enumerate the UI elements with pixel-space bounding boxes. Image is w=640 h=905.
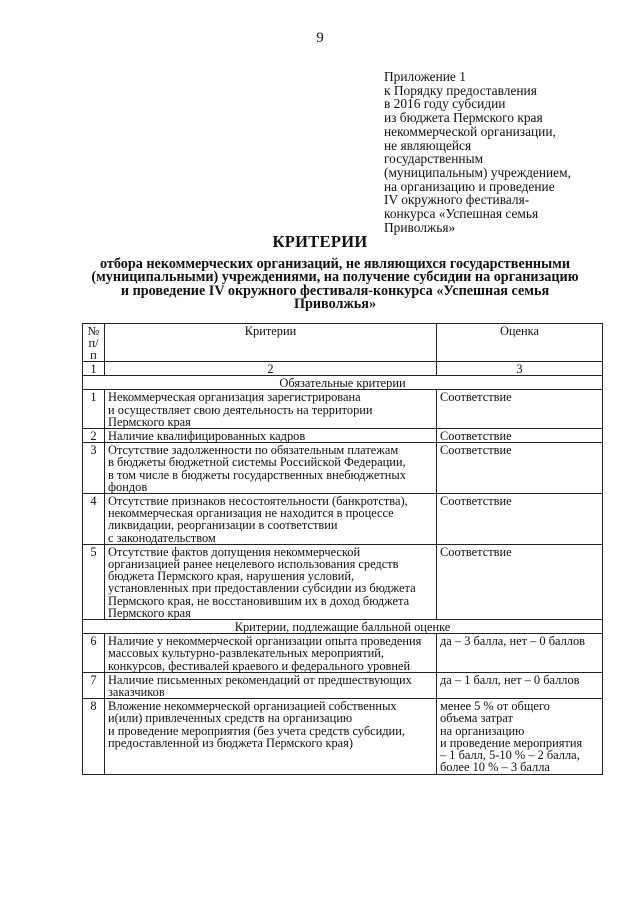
table-row [83,699,603,774]
row-criterion: Отсутствие признаков несостоятельности (банкротства), некоммерческая организация не находится в процессе ликвидации, реорганизации в соответствии с законодательством [105,494,437,545]
subtitle-line: (муниципальными) учреждениями, на получение субсидии на организацию [91,269,579,286]
row-criterion: Отсутствие фактов допущения некоммерческой организацией ранее нецелевого использования средств бюджета Пермского края, нарушения условий, установленных при предоставлении субсидии из бюджета Пермского края, не восстановившим их в доход бюджета Пермского края [105,544,437,619]
appendix-line: некоммерческой организации, [384,123,556,139]
appendix-line: IV окружного фестиваля- [384,192,530,208]
row-criterion: Наличие письменных рекомендаций от предшествующих заказчиков [105,672,437,698]
row-num: 8 [83,699,105,774]
row-num: 4 [83,494,105,545]
column-number: 2 [105,362,437,376]
appendix-line: Приволжья» [384,219,456,235]
subtitle-line: и проведение IV окружного фестиваля-конкурса «Успешная семья [120,282,550,299]
row-num: 2 [83,429,105,443]
row-criterion: Наличие квалифицированных кадров [105,429,437,443]
table-row [83,443,603,494]
table-row [83,634,603,673]
appendix-line: из бюджета Пермского края [384,110,543,126]
header-criteria: Критерии [105,324,437,362]
row-score: да – 3 балла, нет – 0 баллов [437,634,603,673]
subtitle-line: отбора некоммерческих организаций, не являющихся государственными [99,256,571,272]
appendix-line: не являющейся [384,137,472,153]
row-num: 1 [83,390,105,429]
appendix-line: на организацию и проведение [384,178,555,194]
criteria-table [82,323,603,775]
document-subtitle [70,258,600,311]
appendix-line: конкурса «Успешная семья [384,206,539,222]
section-header-mandatory [83,376,603,390]
table-header-row [83,324,603,362]
table-row [83,544,603,619]
column-number: 3 [437,362,603,376]
row-criterion: Вложение некоммерческой организацией собственных и(или) привлеченных средств на организацию и проведение мероприятия (без учета средств субсидии, предоставленной из бюджета Пермского края) [105,699,437,774]
table-row [83,494,603,545]
row-criterion: Некоммерческая организация зарегистрирована и осуществляет свою деятельность на территории Пермского края [105,390,437,429]
row-score: да – 1 балл, нет – 0 баллов [437,672,603,698]
document-title: КРИТЕРИИ [272,232,368,251]
section-header-scored [83,620,603,634]
row-score: Соответствие [437,429,603,443]
appendix-note [384,70,624,234]
appendix-line: государственным [384,151,484,167]
header-num: № п/п [83,324,105,362]
row-num: 3 [83,443,105,494]
appendix-line: к Порядку предоставления [384,82,537,98]
table-row [83,429,603,443]
column-number: 1 [83,362,105,376]
section-title: Обязательные критерии [83,376,603,390]
column-number-row [83,362,603,376]
appendix-line: Приложение 1 [384,69,466,84]
row-score: Соответствие [437,544,603,619]
row-criterion: Отсутствие задолженности по обязательным платежам в бюджеты бюджетной системы Российской Федерации, в том числе в бюджеты государственных внебюджетных фондов [105,443,437,494]
row-score: Соответствие [437,494,603,545]
section-title: Критерии, подлежащие балльной оценке [83,620,603,634]
appendix-line: (муниципальным) учреждением, [384,164,571,180]
row-score: Соответствие [437,443,603,494]
page-number: 9 [316,30,324,46]
row-num: 5 [83,544,105,619]
row-num: 7 [83,672,105,698]
row-num: 6 [83,634,105,673]
row-score: менее 5 % от общего объема затрат на организацию и проведение мероприятия – 1 балл, 5-10 % – 2 балла, более 10 % – 3 балла [437,699,603,774]
table-row [83,390,603,429]
table-row [83,672,603,698]
row-score: Соответствие [437,390,603,429]
header-score: Оценка [437,324,603,362]
row-criterion: Наличие у некоммерческой организации опыта проведения массовых культурно-развлекательных мероприятий, конкурсов, фестивалей краевого и федерального уровней [105,634,437,673]
appendix-line: в 2016 году субсидии [384,96,506,112]
subtitle-line: Приволжья» [293,295,377,312]
